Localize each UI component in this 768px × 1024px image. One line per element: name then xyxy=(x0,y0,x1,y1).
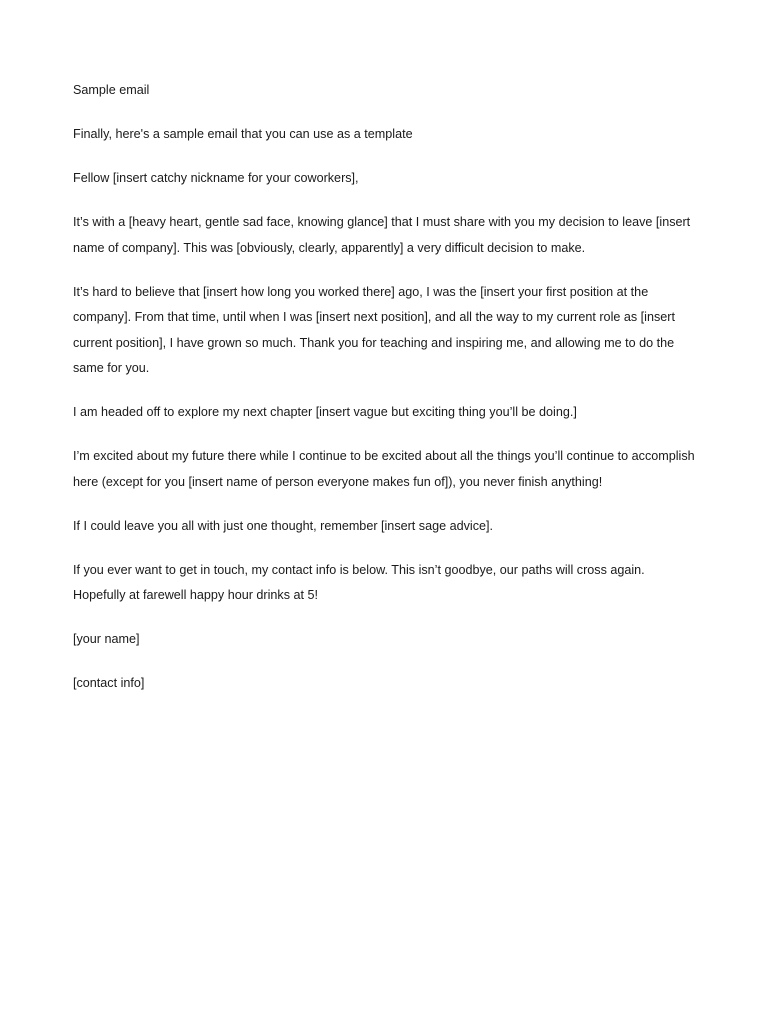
paragraph-contact: If you ever want to get in touch, my contact info is below. This isn’t goodbye, our paths will cross again. Hopefully at farewell happy hour drinks at 5! xyxy=(73,562,645,602)
paragraph-announcement: It’s with a [heavy heart, gentle sad face, knowing glance] that I must share with you my decision to leave [insert name of company]. This was [obviously, clearly, apparently] a very difficult decision to make. xyxy=(73,215,691,255)
signature-contact: [contact info] xyxy=(73,676,145,690)
email-greeting: Fellow [insert catchy nickname for your coworkers], xyxy=(73,171,359,185)
paragraph-future: I’m excited about my future there while I continue to be excited about all the things you’ll continue to accomplish here (except for you [insert name of person everyone makes fun of]), you never finish anything! xyxy=(73,449,695,489)
signature-name: [your name] xyxy=(73,632,140,646)
paragraph-advice: If I could leave you all with just one thought, remember [insert sage advice]. xyxy=(73,518,494,533)
email-template-body xyxy=(73,78,698,715)
paragraph-history: It’s hard to believe that [insert how long you worked there] ago, I was the [insert your first position at the company]. From that time, until when I was [insert next position], and all the way to my current role as [insert current position], I have grown so much. Thank you for teaching and inspiring me, and allowing me to do the same for you. xyxy=(73,284,675,375)
paragraph-next-chapter: I am headed off to explore my next chapter [insert vague but exciting thing you’ll be doing.] xyxy=(73,405,577,419)
document-heading: Sample email xyxy=(73,83,150,97)
intro-line: Finally, here's a sample email that you can use as a template xyxy=(73,127,413,141)
